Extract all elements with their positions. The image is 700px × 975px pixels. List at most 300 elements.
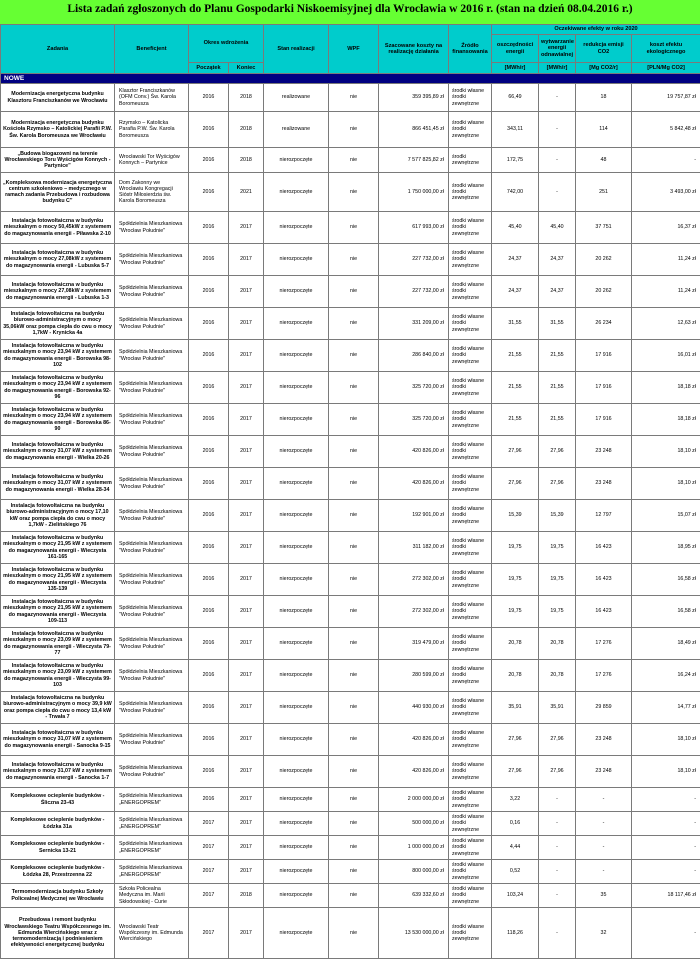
row-task: Instalacja fotowoltaiczna w budynku mieszkalnym o mocy 21,95 kW z systemem do magazynowania energii - Wieczysta 109-113 — [1, 596, 115, 628]
row-start: 2017 — [189, 812, 229, 836]
row-beneficiary: Dom Zakonny we Wrocławiu Kongregacji Sióstr Miłosierdzia św. Karola Boromeusza — [115, 173, 189, 212]
row-cost: 7 577 825,82 zł — [379, 148, 449, 173]
row-end: 2017 — [229, 212, 264, 244]
row-task: Instalacja fotowoltaiczna w budynku mieszkalnym o mocy 31,07 kW z systemem do magazynowania energii - Sanocka 1-7 — [1, 756, 115, 788]
row-cost: 617 993,00 zł — [379, 212, 449, 244]
row-task: Instalacja fotowoltaiczna na budynku biurowo-administracyjnym o mocy 35,06kW oraz pompa ciepła do cwu o mocy 1,7kW - Krynicka 4a — [1, 308, 115, 340]
row-task: Instalacja fotowoltaiczna w budynku mieszkalnym o mocy 23,09 kW z systemem do magazynowania energii - Wieczysta 79-77 — [1, 628, 115, 660]
table-row — [1, 500, 700, 532]
header-co2: redukcja emisji CO2 — [576, 35, 632, 63]
row-status: nierozpoczęte — [264, 596, 329, 628]
row-status: nierozpoczęte — [264, 756, 329, 788]
row-task: Instalacja fotowoltaiczna w budynku mieszkalnym o mocy 23,94 kW z systemem do magazynowania energii - Borowska 86-90 — [1, 404, 115, 436]
row-eco-cost: 18,10 zł — [632, 468, 700, 500]
table-row — [1, 660, 700, 692]
row-beneficiary: Wrocławski Tor Wyścigów Konnych – Partynice — [115, 148, 189, 173]
row-co2: 17 276 — [576, 628, 632, 660]
row-end: 2017 — [229, 468, 264, 500]
row-status: nierozpoczęte — [264, 884, 329, 908]
row-source: środki własne środki zewnętrzne — [449, 212, 492, 244]
row-renewable: - — [539, 836, 576, 860]
row-task: Instalacja fotowoltaiczna w budynku mieszkalnym o mocy 50,45kW z systemem do magazynowania energii - Piławska 2-10 — [1, 212, 115, 244]
row-beneficiary: Spółdzielnia Mieszkaniowa "Wrocław Południe" — [115, 308, 189, 340]
row-task: Kompleksowe ocieplenie budynków - Sernicka 13-21 — [1, 836, 115, 860]
row-start: 2016 — [189, 276, 229, 308]
row-source: środki własne środki zewnętrzne — [449, 340, 492, 372]
row-source: środki własne środki zewnętrzne — [449, 660, 492, 692]
row-status: nierozpoczęte — [264, 836, 329, 860]
header-status: Stan realizacji — [264, 25, 329, 74]
header-wpf: WPF — [329, 25, 379, 74]
row-wpf: nie — [329, 660, 379, 692]
row-wpf: nie — [329, 436, 379, 468]
row-eco-cost: - — [632, 908, 700, 959]
section-row — [1, 74, 700, 84]
table-row — [1, 372, 700, 404]
row-renewable: 19,75 — [539, 564, 576, 596]
row-end: 2017 — [229, 836, 264, 860]
row-cost: 227 732,00 zł — [379, 276, 449, 308]
row-renewable: 27,96 — [539, 724, 576, 756]
row-task: Modernizacja energetyczna budynku Kościoła Rzymsko – Katolickiej Parafii P.W. Św. Karola Boromeusza we Wrocławiu — [1, 112, 115, 148]
row-beneficiary: Spółdzielnia Mieszkaniowa "Wrocław Południe" — [115, 692, 189, 724]
row-cost: 272 302,00 zł — [379, 596, 449, 628]
row-energy-savings: 27,96 — [492, 468, 539, 500]
row-task: Instalacja fotowoltaiczna w budynku mieszkalnym o mocy 27,08kW z systemem do magazynowania energii - Lubuska 1-3 — [1, 276, 115, 308]
row-energy-savings: 21,55 — [492, 340, 539, 372]
row-energy-savings: 27,96 — [492, 756, 539, 788]
table-row — [1, 148, 700, 173]
row-eco-cost: 18,10 zł — [632, 756, 700, 788]
row-start: 2016 — [189, 596, 229, 628]
row-cost: 227 732,00 zł — [379, 244, 449, 276]
document-title: Lista zadań zgłoszonych do Planu Gospodarki Niskoemisyjnej dla Wrocławia w 2016 r. (stan na dzień 08.04.2016 r.) — [67, 3, 633, 15]
row-cost: 280 599,00 zł — [379, 660, 449, 692]
row-task: Kompleksowe ocieplenie budynków - Łódzka 31a — [1, 812, 115, 836]
row-eco-cost: 18,10 zł — [632, 436, 700, 468]
row-beneficiary: Spółdzielnia Mieszkaniowa "Wrocław Południe" — [115, 660, 189, 692]
row-start: 2016 — [189, 532, 229, 564]
row-renewable: 21,55 — [539, 404, 576, 436]
row-status: nierozpoczęte — [264, 724, 329, 756]
row-co2: 17 916 — [576, 372, 632, 404]
row-eco-cost: 16,58 zł — [632, 564, 700, 596]
row-end: 2017 — [229, 724, 264, 756]
table-row — [1, 112, 700, 148]
row-co2: 26 234 — [576, 308, 632, 340]
row-source: środki własne środki zewnętrzne — [449, 724, 492, 756]
row-beneficiary: Spółdzielnia Mieszkaniowa "Wrocław Południe" — [115, 500, 189, 532]
row-eco-cost: - — [632, 860, 700, 884]
row-co2: 23 248 — [576, 468, 632, 500]
row-end: 2018 — [229, 84, 264, 112]
row-wpf: nie — [329, 788, 379, 812]
table-row — [1, 212, 700, 244]
table-row — [1, 692, 700, 724]
row-start: 2016 — [189, 788, 229, 812]
row-energy-savings: 21,55 — [492, 404, 539, 436]
row-renewable: - — [539, 812, 576, 836]
row-wpf: nie — [329, 372, 379, 404]
row-co2: 17 916 — [576, 340, 632, 372]
row-end: 2017 — [229, 788, 264, 812]
row-status: nierozpoczęte — [264, 788, 329, 812]
row-status: realizowane — [264, 112, 329, 148]
row-wpf: nie — [329, 276, 379, 308]
unit-energy: [MWh/r] — [492, 63, 539, 74]
row-source: środki własne środki zewnętrzne — [449, 244, 492, 276]
row-start: 2017 — [189, 884, 229, 908]
row-status: nierozpoczęte — [264, 148, 329, 173]
row-task: „Budowa biogazowni na terenie Wrocławskiego Toru Wyścigów Konnych - Partynice” — [1, 148, 115, 173]
row-beneficiary: Spółdzielnia Mieszkaniowa "Wrocław Południe" — [115, 372, 189, 404]
row-renewable: - — [539, 112, 576, 148]
row-start: 2016 — [189, 436, 229, 468]
row-cost: 420 826,00 zł — [379, 756, 449, 788]
row-end: 2017 — [229, 308, 264, 340]
row-cost: 866 451,45 zł — [379, 112, 449, 148]
table-row — [1, 404, 700, 436]
row-wpf: nie — [329, 860, 379, 884]
row-wpf: nie — [329, 884, 379, 908]
table-row — [1, 436, 700, 468]
row-renewable: 31,55 — [539, 308, 576, 340]
row-co2: - — [576, 860, 632, 884]
row-energy-savings: 0,16 — [492, 812, 539, 836]
table-row — [1, 596, 700, 628]
row-co2: 48 — [576, 148, 632, 173]
header-end: Koniec — [229, 63, 264, 74]
row-eco-cost: 5 842,48 zł — [632, 112, 700, 148]
row-end: 2018 — [229, 112, 264, 148]
row-renewable: 15,39 — [539, 500, 576, 532]
row-start: 2016 — [189, 244, 229, 276]
row-eco-cost: 18 117,46 zł — [632, 884, 700, 908]
row-beneficiary: Spółdzielnia Mieszkaniowa "Wrocław Południe" — [115, 756, 189, 788]
row-status: nierozpoczęte — [264, 276, 329, 308]
row-start: 2016 — [189, 212, 229, 244]
row-source: środki zewnętrzne — [449, 148, 492, 173]
row-renewable: 35,91 — [539, 692, 576, 724]
row-status: nierozpoczęte — [264, 244, 329, 276]
row-start: 2016 — [189, 628, 229, 660]
row-co2: 17 276 — [576, 660, 632, 692]
row-cost: 325 720,00 zł — [379, 404, 449, 436]
row-energy-savings: 172,75 — [492, 148, 539, 173]
row-beneficiary: Spółdzielnia Mieszkaniowa "Wrocław Południe" — [115, 212, 189, 244]
row-cost: 420 826,00 zł — [379, 724, 449, 756]
row-renewable: 19,75 — [539, 532, 576, 564]
row-eco-cost: 16,01 zł — [632, 340, 700, 372]
row-start: 2016 — [189, 500, 229, 532]
row-task: Kompleksowe ocieplenie budynków - Śliczna 23-43 — [1, 788, 115, 812]
row-wpf: nie — [329, 212, 379, 244]
row-cost: 272 302,00 zł — [379, 564, 449, 596]
row-eco-cost: 18,10 zł — [632, 724, 700, 756]
row-renewable: 20,78 — [539, 628, 576, 660]
row-co2: - — [576, 788, 632, 812]
row-energy-savings: 3,22 — [492, 788, 539, 812]
row-status: nierozpoczęte — [264, 500, 329, 532]
row-eco-cost: - — [632, 836, 700, 860]
row-renewable: - — [539, 148, 576, 173]
row-wpf: nie — [329, 596, 379, 628]
row-renewable: - — [539, 908, 576, 959]
row-cost: 420 826,00 zł — [379, 436, 449, 468]
row-status: nierozpoczęte — [264, 860, 329, 884]
row-renewable: 27,96 — [539, 436, 576, 468]
row-beneficiary: Spółdzielnia Mieszkaniowa "Wrocław Południe" — [115, 724, 189, 756]
row-eco-cost: 11,24 zł — [632, 276, 700, 308]
row-end: 2018 — [229, 884, 264, 908]
row-task: Instalacja fotowoltaiczna na budynku biurowo-administracyjnym o mocy 39,9 kW oraz pompa ciepła do cwu o mocy 13,4 kW - Trwała 7 — [1, 692, 115, 724]
header-energy-savings: oszczędności energii — [492, 35, 539, 63]
row-task: Instalacja fotowoltaiczna w budynku mieszkalnym o mocy 31,07 kW z systemem do magazynowania energii - Wielka 28-34 — [1, 468, 115, 500]
row-source: środki własne środki zewnętrzne — [449, 404, 492, 436]
row-co2: 16 423 — [576, 564, 632, 596]
row-cost: 1 000 000,00 zł — [379, 836, 449, 860]
row-source: środki własne środki zewnętrzne — [449, 860, 492, 884]
row-end: 2017 — [229, 436, 264, 468]
row-start: 2017 — [189, 908, 229, 959]
row-task: Modernizacja energetyczna budynku Klasztoru Franciszkanów we Wrocławiu — [1, 84, 115, 112]
table-row — [1, 340, 700, 372]
row-beneficiary: Wrocławski Teatr Współczesny im. Edmunda Wiercińskiego — [115, 908, 189, 959]
row-source: środki własne środki zewnętrzne — [449, 756, 492, 788]
row-source: środki własne środki zewnętrzne — [449, 836, 492, 860]
row-task: Przebudowa i remont budynku Wrocławskiego Teatru Współczesnego im. Edmunda Wiercińskiego wraz z termomodernizacją i podniesieniem efektywności energetycznej budynku — [1, 908, 115, 959]
row-renewable: - — [539, 884, 576, 908]
row-start: 2017 — [189, 836, 229, 860]
row-renewable: 24,37 — [539, 276, 576, 308]
row-task: Instalacja fotowoltaiczna w budynku mieszkalnym o mocy 23,94 kW z systemem do magazynowania energii - Borowska 92-96 — [1, 372, 115, 404]
row-energy-savings: 4,44 — [492, 836, 539, 860]
row-status: realizowane — [264, 84, 329, 112]
row-beneficiary: Spółdzielnia Mieszkaniowa "Wrocław Południe" — [115, 468, 189, 500]
row-status: nierozpoczęte — [264, 908, 329, 959]
row-end: 2017 — [229, 812, 264, 836]
row-status: nierozpoczęte — [264, 564, 329, 596]
row-cost: 286 840,00 zł — [379, 340, 449, 372]
row-end: 2017 — [229, 628, 264, 660]
row-beneficiary: Spółdzielnia Mieszkaniowa "Wrocław Południe" — [115, 276, 189, 308]
table-row — [1, 788, 700, 812]
row-status: nierozpoczęte — [264, 532, 329, 564]
header-task: Zadania — [1, 25, 115, 74]
row-co2: - — [576, 836, 632, 860]
row-status: nierozpoczęte — [264, 468, 329, 500]
table-row — [1, 884, 700, 908]
row-wpf: nie — [329, 812, 379, 836]
table-row — [1, 173, 700, 212]
row-wpf: nie — [329, 148, 379, 173]
row-end: 2017 — [229, 860, 264, 884]
row-renewable: 21,55 — [539, 340, 576, 372]
row-end: 2017 — [229, 500, 264, 532]
row-renewable: 27,96 — [539, 468, 576, 500]
row-energy-savings: 19,75 — [492, 564, 539, 596]
unit-cost: [PLN/Mg CO2] — [632, 63, 700, 74]
row-energy-savings: 45,40 — [492, 212, 539, 244]
row-end: 2017 — [229, 692, 264, 724]
row-task: Termomodernizacja budynku Szkoły Policealnej Medycznej we Wrocławiu — [1, 884, 115, 908]
row-status: nierozpoczęte — [264, 173, 329, 212]
row-wpf: nie — [329, 84, 379, 112]
row-start: 2016 — [189, 148, 229, 173]
row-eco-cost: - — [632, 812, 700, 836]
row-energy-savings: 742,00 — [492, 173, 539, 212]
row-end: 2018 — [229, 148, 264, 173]
row-source: środki własne środki zewnętrzne — [449, 308, 492, 340]
row-cost: 1 750 000,00 zł — [379, 173, 449, 212]
table-row — [1, 244, 700, 276]
row-end: 2017 — [229, 340, 264, 372]
row-co2: 12 797 — [576, 500, 632, 532]
table-row — [1, 276, 700, 308]
row-beneficiary: Spółdzielnia Mieszkaniowa „ENERGOPREM” — [115, 860, 189, 884]
row-task: Instalacja fotowoltaiczna w budynku mieszkalnym o mocy 23,94 kW z systemem do magazynowania energii - Borowska 98-102 — [1, 340, 115, 372]
row-co2: 16 423 — [576, 532, 632, 564]
row-renewable: - — [539, 84, 576, 112]
row-cost: 311 182,00 zł — [379, 532, 449, 564]
row-wpf: nie — [329, 564, 379, 596]
row-wpf: nie — [329, 112, 379, 148]
table-row — [1, 532, 700, 564]
row-renewable: 19,75 — [539, 596, 576, 628]
row-source: środki własne środki zewnętrzne — [449, 692, 492, 724]
row-eco-cost: 11,24 zł — [632, 244, 700, 276]
row-task: Instalacja fotowoltaiczna w budynku mieszkalnym o mocy 27,08kW z systemem do magazynowania energii - Lubuska 5-7 — [1, 244, 115, 276]
row-renewable: - — [539, 788, 576, 812]
row-wpf: nie — [329, 340, 379, 372]
row-cost: 420 826,00 zł — [379, 468, 449, 500]
row-wpf: nie — [329, 836, 379, 860]
row-start: 2016 — [189, 308, 229, 340]
row-task: Instalacja fotowoltaiczna na budynku biurowo-administracyjnym o mocy 17,10 kW oraz pompa ciepła do cwu o mocy 1,7kW - Zielińskiego 76 — [1, 500, 115, 532]
row-task: Kompleksowe ocieplenie budynków - Łódzka 28, Przestrzenna 22 — [1, 860, 115, 884]
row-co2: 17 916 — [576, 404, 632, 436]
row-start: 2017 — [189, 860, 229, 884]
row-end: 2021 — [229, 173, 264, 212]
row-wpf: nie — [329, 532, 379, 564]
row-source: środki własne środki zewnętrzne — [449, 500, 492, 532]
row-energy-savings: 24,37 — [492, 276, 539, 308]
row-eco-cost: 18,18 zł — [632, 404, 700, 436]
header-period: Okres wdrożenia — [189, 25, 264, 63]
row-source: środki własne środki zewnętrzne — [449, 788, 492, 812]
row-status: nierozpoczęte — [264, 372, 329, 404]
table-row — [1, 308, 700, 340]
tasks-table — [0, 24, 700, 959]
row-wpf: nie — [329, 308, 379, 340]
table-row — [1, 836, 700, 860]
row-beneficiary: Klasztor Franciszkanów (OFM Conv.) Św. Karola Boromeusza — [115, 84, 189, 112]
row-status: nierozpoczęte — [264, 404, 329, 436]
row-beneficiary: Spółdzielnia Mieszkaniowa "Wrocław Południe" — [115, 628, 189, 660]
header-renewable: wytwarzanie energii odnawialnej — [539, 35, 576, 63]
row-start: 2016 — [189, 756, 229, 788]
row-end: 2017 — [229, 908, 264, 959]
row-status: nierozpoczęte — [264, 692, 329, 724]
row-task: Instalacja fotowoltaiczna w budynku mieszkalnym o mocy 21,95 kW z systemem do magazynowania energii - Wieczysta 135-139 — [1, 564, 115, 596]
row-source: środki własne środki zewnętrzne — [449, 84, 492, 112]
header-effects: Oczekiwane efekty w roku 2020 — [492, 25, 700, 35]
row-eco-cost: 18,95 zł — [632, 532, 700, 564]
row-renewable: - — [539, 860, 576, 884]
row-start: 2016 — [189, 660, 229, 692]
row-wpf: nie — [329, 468, 379, 500]
row-co2: 114 — [576, 112, 632, 148]
row-end: 2017 — [229, 660, 264, 692]
row-end: 2017 — [229, 372, 264, 404]
row-start: 2016 — [189, 84, 229, 112]
row-source: środki własne środki zewnętrzne — [449, 436, 492, 468]
row-status: nierozpoczęte — [264, 660, 329, 692]
row-co2: 37 751 — [576, 212, 632, 244]
row-beneficiary: Spółdzielnia Mieszkaniowa "Wrocław Południe" — [115, 436, 189, 468]
row-end: 2017 — [229, 276, 264, 308]
row-end: 2017 — [229, 244, 264, 276]
table-row — [1, 84, 700, 112]
table-row — [1, 812, 700, 836]
row-end: 2017 — [229, 404, 264, 436]
header-cost: Szacowane koszty na realizację działania — [379, 25, 449, 74]
table-row — [1, 468, 700, 500]
row-energy-savings: 24,37 — [492, 244, 539, 276]
row-co2: 29 859 — [576, 692, 632, 724]
row-wpf: nie — [329, 628, 379, 660]
row-cost: 2 000 000,00 zł — [379, 788, 449, 812]
row-co2: 23 248 — [576, 756, 632, 788]
row-energy-savings: 35,91 — [492, 692, 539, 724]
row-source: środki własne środki zewnętrzne — [449, 173, 492, 212]
row-cost: 359 395,89 zł — [379, 84, 449, 112]
row-eco-cost: 16,37 zł — [632, 212, 700, 244]
row-start: 2016 — [189, 372, 229, 404]
row-beneficiary: Spółdzielnia Mieszkaniowa „ENERGOPREM” — [115, 812, 189, 836]
row-energy-savings: 103,24 — [492, 884, 539, 908]
row-energy-savings: 31,55 — [492, 308, 539, 340]
row-source: środki własne środki zewnętrzne — [449, 628, 492, 660]
row-start: 2016 — [189, 112, 229, 148]
table-row — [1, 908, 700, 959]
row-eco-cost: 14,77 zł — [632, 692, 700, 724]
row-co2: 32 — [576, 908, 632, 959]
row-beneficiary: Spółdzielnia Mieszkaniowa "Wrocław Południe" — [115, 564, 189, 596]
row-source: środki własne środki zewnętrzne — [449, 596, 492, 628]
row-status: nierozpoczęte — [264, 812, 329, 836]
row-beneficiary: Szkoła Policealna Medyczna im. Marii Skłodowskiej - Curie — [115, 884, 189, 908]
row-start: 2016 — [189, 692, 229, 724]
row-beneficiary: Spółdzielnia Mieszkaniowa „ENERGOPREM” — [115, 836, 189, 860]
table-body — [1, 74, 700, 959]
row-source: środki własne środki zewnętrzne — [449, 532, 492, 564]
row-cost: 325 720,00 zł — [379, 372, 449, 404]
row-start: 2016 — [189, 404, 229, 436]
row-task: Instalacja fotowoltaiczna w budynku mieszkalnym o mocy 21,95 kW z systemem do magazynowania energii - Wieczysta 161-165 — [1, 532, 115, 564]
row-start: 2016 — [189, 340, 229, 372]
row-wpf: nie — [329, 756, 379, 788]
row-task: Instalacja fotowoltaiczna w budynku mieszkalnym o mocy 31,07 kW z systemem do magazynowania energii - Wielka 20-26 — [1, 436, 115, 468]
row-eco-cost: 18,18 zł — [632, 372, 700, 404]
title-bar — [0, 0, 700, 24]
table-row — [1, 724, 700, 756]
row-energy-savings: 118,26 — [492, 908, 539, 959]
row-renewable: 21,55 — [539, 372, 576, 404]
row-source: środki własne środki zewnętrzne — [449, 372, 492, 404]
row-co2: 20 262 — [576, 276, 632, 308]
row-beneficiary: Spółdzielnia Mieszkaniowa „ENERGOPREM” — [115, 788, 189, 812]
